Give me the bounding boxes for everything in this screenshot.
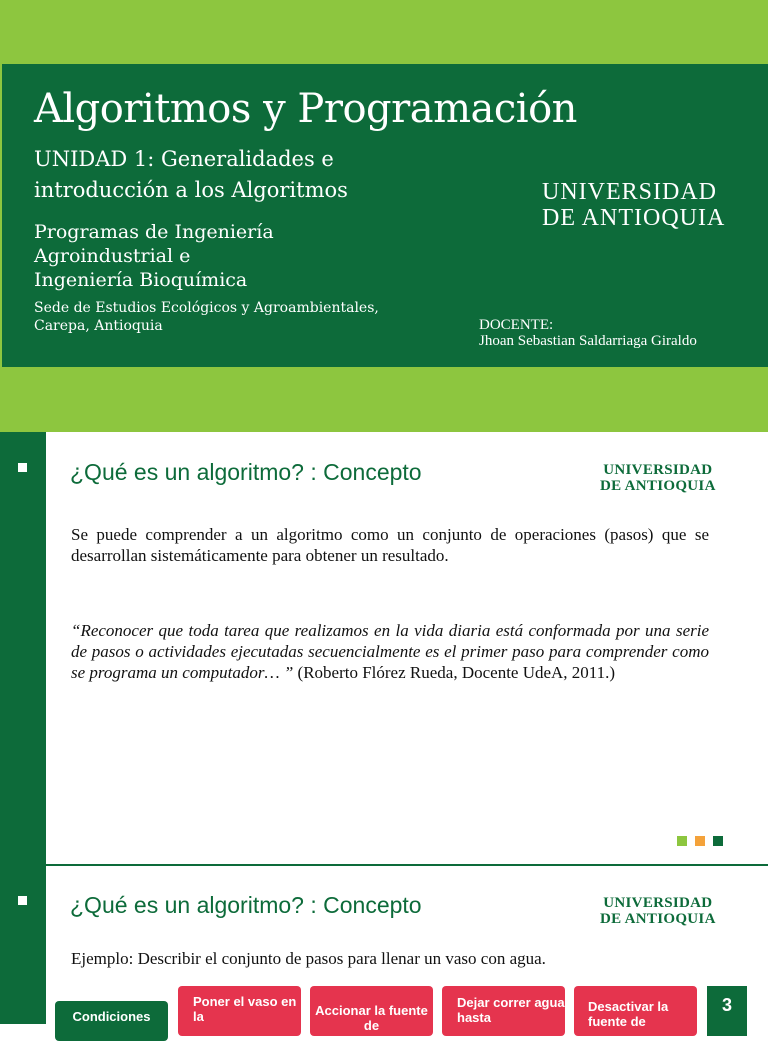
flow-box-conditions: Condiciones xyxy=(55,1001,168,1041)
quote-citation: (Roberto Flórez Rueda, Docente UdeA, 2011.) xyxy=(293,663,616,682)
dot-green-dark xyxy=(713,836,723,846)
quote-text: “Reconocer que toda tarea que realizamos en la vida diaria está conformada por una serie de pasos o actividades ejecutadas secuencialmente es el primer paso para comprender como se programa un computador… ” xyxy=(71,621,709,682)
decorative-dots xyxy=(677,836,723,846)
square-bullet-icon xyxy=(18,896,27,905)
university-logo-line-1: UNIVERSIDAD xyxy=(542,179,717,205)
programs-line-2: Agroindustrial e xyxy=(34,245,191,267)
example-text: Ejemplo: Describir el conjunto de pasos para llenar un vaso con agua. xyxy=(71,949,546,968)
slide-number: 3 xyxy=(707,986,747,1036)
title-slide xyxy=(0,0,768,432)
course-title: Algoritmos y Programación xyxy=(34,86,577,132)
university-logo-line-2: DE ANTIOQUIA xyxy=(542,205,726,231)
quote-block xyxy=(71,620,709,683)
flow-box-step-2: Accionar la fuente de xyxy=(310,986,433,1036)
definition-paragraph: Se puede comprender a un algoritmo como un conjunto de operaciones (pasos) que se desarrollan sistemáticamente para obtener un resultado. xyxy=(71,525,709,565)
university-logo-small xyxy=(600,462,716,494)
programs-line-3: Ingeniería Bioquímica xyxy=(34,269,248,291)
teacher-info xyxy=(479,317,697,349)
university-logo-small-line-2: DE ANTIOQUIA xyxy=(600,911,716,927)
flow-box-step-4: Desactivar la fuente de xyxy=(574,986,697,1036)
campus-line-2: Carepa, Antioquia xyxy=(34,318,163,334)
programs-line-1: Programas de Ingeniería xyxy=(34,221,274,243)
university-logo-small-line-1: UNIVERSIDAD xyxy=(603,895,713,911)
university-logo-small-line-1: UNIVERSIDAD xyxy=(603,462,713,478)
side-bar xyxy=(0,432,46,866)
square-bullet-icon xyxy=(18,463,27,472)
university-logo-small-line-2: DE ANTIOQUIA xyxy=(600,478,716,494)
university-logo xyxy=(542,179,725,231)
unit-subtitle xyxy=(34,144,348,206)
teacher-name: Jhoan Sebastian Saldarriaga Giraldo xyxy=(479,333,697,349)
unit-subtitle-line-1: UNIDAD 1: Generalidades e xyxy=(34,147,334,171)
teacher-label: DOCENTE: xyxy=(479,317,554,333)
university-logo-small xyxy=(600,895,716,927)
flow-box-step-1: Poner el vaso en la xyxy=(178,986,301,1036)
programs-text xyxy=(34,220,274,292)
concept-slide xyxy=(0,432,768,866)
unit-subtitle-line-2: introducción a los Algoritmos xyxy=(34,178,348,202)
slide-title: ¿Qué es un algoritmo? : Concepto xyxy=(70,459,422,485)
title-band xyxy=(2,64,768,367)
flow-box-step-3: Dejar correr agua hasta xyxy=(442,986,565,1036)
campus-text xyxy=(34,299,379,335)
dot-orange xyxy=(695,836,705,846)
campus-line-1: Sede de Estudios Ecológicos y Agroambientales, xyxy=(34,300,379,316)
example-slide xyxy=(0,866,768,1033)
dot-green-light xyxy=(677,836,687,846)
side-bar xyxy=(0,866,46,1024)
slide-title: ¿Qué es un algoritmo? : Concepto xyxy=(70,892,422,918)
